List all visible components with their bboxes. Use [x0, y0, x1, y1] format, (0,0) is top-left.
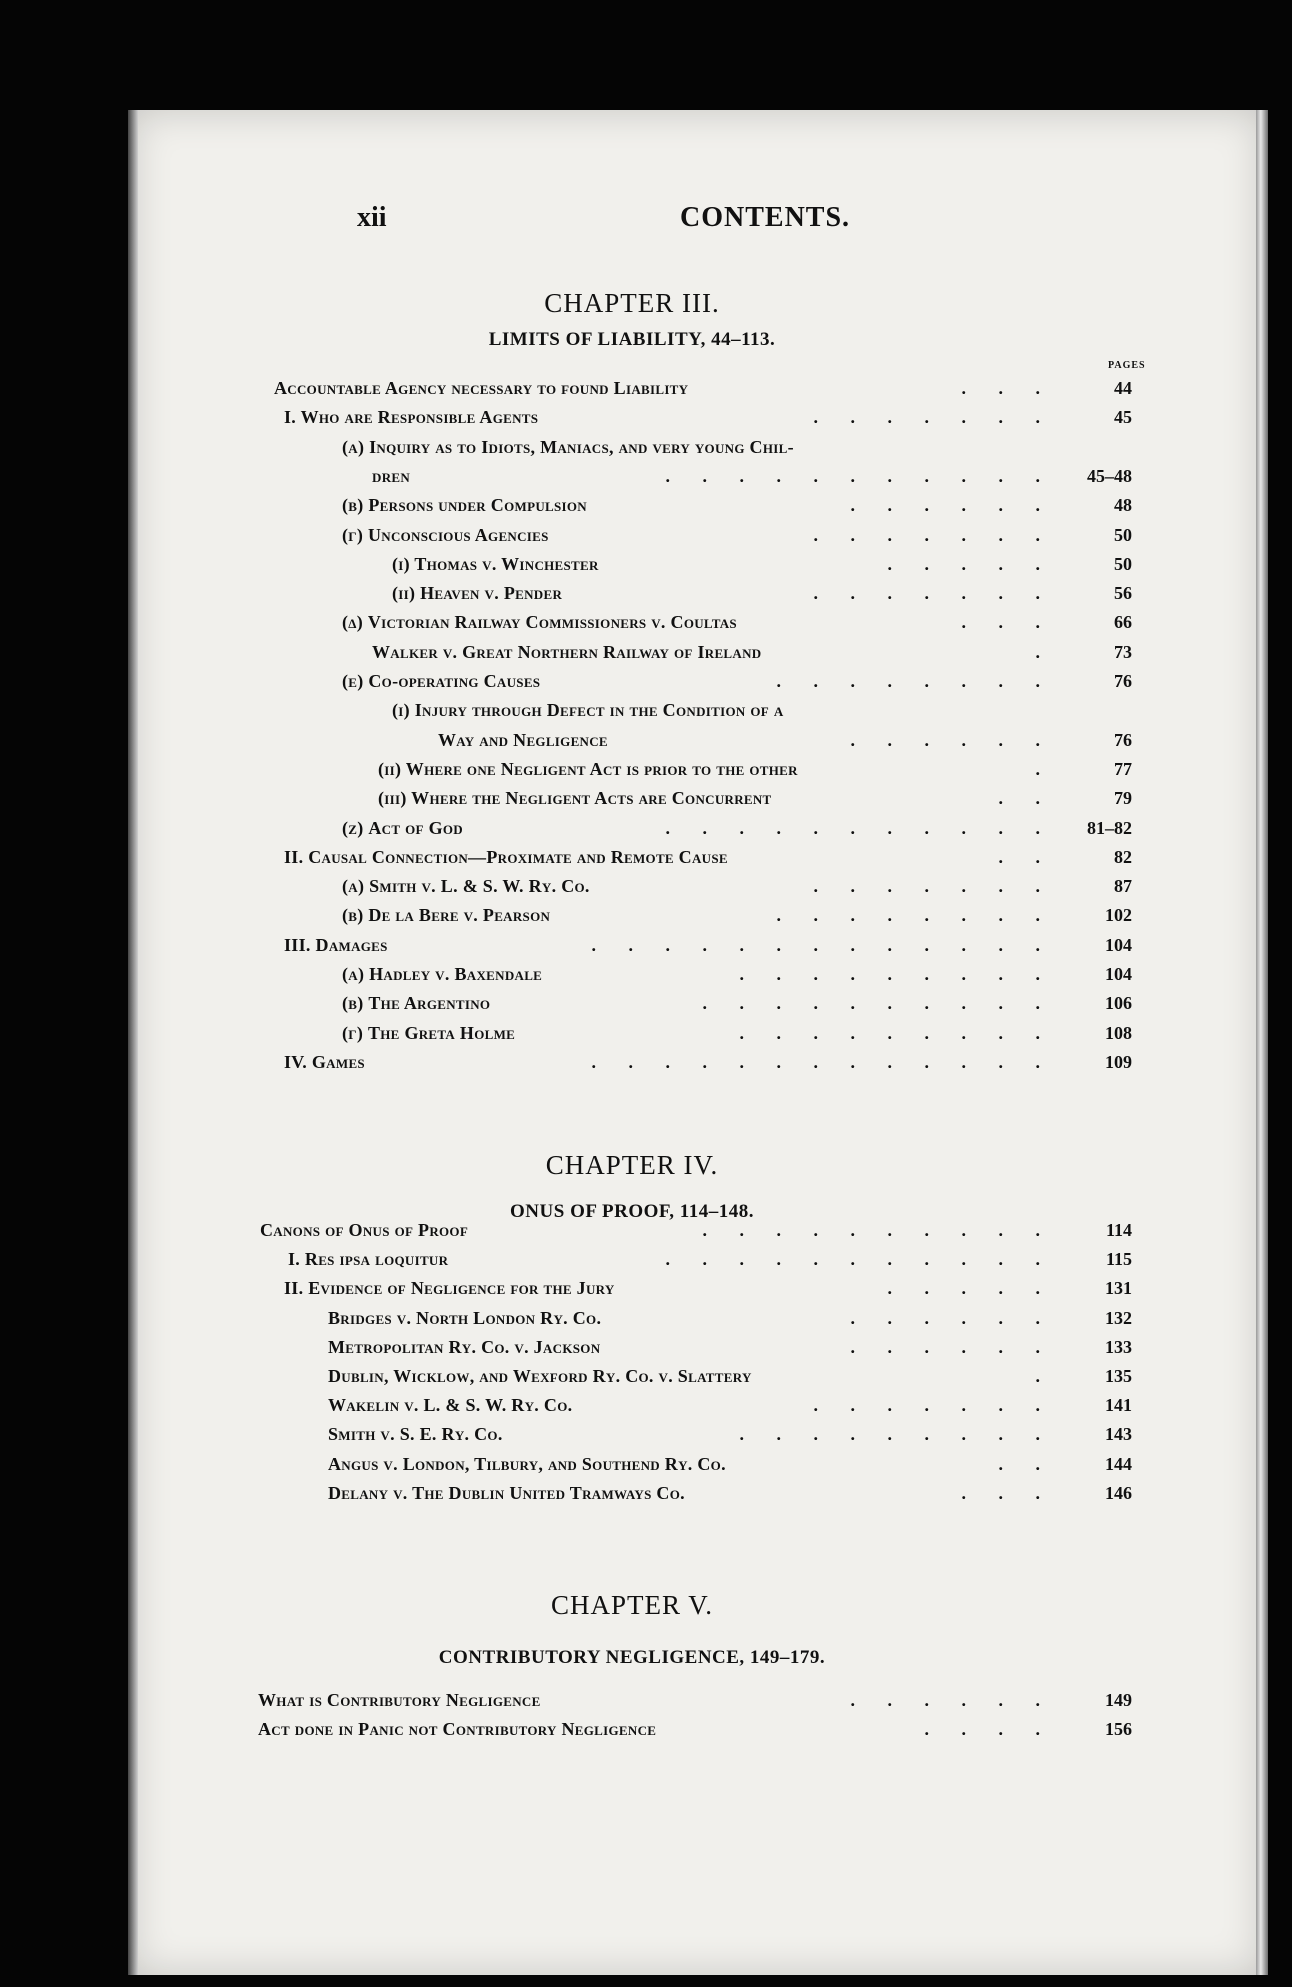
chapter-subtitle: LIMITS OF LIABILITY, 44–113. — [488, 329, 776, 350]
toc-entry-title: (ε) Co-operating Causes — [342, 671, 541, 691]
chapter-title: CHAPTER V. — [550, 1590, 714, 1620]
dot-leader: . . — [998, 1453, 1054, 1474]
dot-leader: . . . — [961, 378, 1054, 398]
toc-entry — [328, 1366, 1082, 1394]
toc-page-number: 48 — [1114, 495, 1132, 516]
dot-leader: . . . . . . . . . . — [702, 993, 1054, 1014]
toc-entry-title: (β) Persons under Compulsion — [342, 495, 587, 516]
toc-entry-title: Accountable Agency necessary to found Liability — [274, 378, 689, 398]
toc-entry — [328, 1308, 1082, 1336]
dot-leader: . . — [998, 788, 1054, 809]
toc-page-number: 50 — [1114, 553, 1132, 574]
toc-entry — [328, 1454, 1082, 1482]
toc-page-number: 143 — [1105, 1424, 1132, 1445]
toc-entry-title: Walker v. Great Northern Railway of Ireland — [372, 641, 762, 662]
toc-entry-title: I. Res ipsa loquitur — [288, 1249, 449, 1270]
dot-leader: . . . . — [924, 1719, 1054, 1740]
toc-entry — [328, 1395, 1082, 1423]
toc-page-number: 115 — [1105, 1249, 1132, 1270]
toc-page-number: 146 — [1105, 1482, 1132, 1503]
toc-entry — [378, 759, 1082, 787]
pages-column-header: PAGES — [1108, 360, 1146, 371]
toc-entry — [342, 437, 1082, 465]
toc-page-number: 87 — [1114, 876, 1132, 897]
toc-entry — [342, 905, 1082, 933]
dot-leader: . . . . . . . . . . . — [665, 465, 1054, 486]
toc-page-number: 45–48 — [1087, 465, 1132, 486]
toc-entry-title: Angus v. London, Tilbury, and Southend Ry. Co. — [328, 1453, 726, 1474]
toc-entry-title: II. Evidence of Negligence for the Jury — [284, 1278, 615, 1299]
toc-page-number: 76 — [1114, 729, 1132, 750]
toc-entry — [342, 993, 1082, 1021]
chapter-5-heading — [132, 1590, 1262, 1669]
toc-entry — [260, 1220, 1082, 1248]
chapter-4-heading — [132, 1150, 1262, 1223]
toc-entry — [328, 1424, 1082, 1452]
toc-page-number: 114 — [1105, 1220, 1132, 1240]
dot-leader: . . . . . . — [850, 729, 1054, 750]
dot-leader: . . . . . . . . . . . — [665, 1249, 1054, 1270]
toc-page-number: 82 — [1114, 846, 1132, 867]
toc-entry-title: (i) Injury through Defect in the Condition of a — [392, 700, 784, 721]
dot-leader: . . . . . . — [850, 1307, 1054, 1328]
toc-entry-title: (a) Smith v. L. & S. W. Ry. Co. — [342, 876, 590, 897]
toc-entry-title: (iii) Where the Negligent Acts are Concurrent — [378, 788, 772, 809]
toc-entry-title: dren — [372, 465, 411, 486]
running-head — [132, 202, 1262, 242]
toc-entry — [284, 1278, 1082, 1306]
dot-leader: . . . . . . . . . . . . . — [591, 934, 1054, 955]
toc-page-number: 104 — [1105, 964, 1132, 984]
toc-entry — [342, 876, 1082, 904]
toc-entry-title: (γ) The Greta Holme — [342, 1022, 516, 1043]
dot-leader: . . . . . — [887, 1278, 1054, 1299]
dot-leader: . . . . . . — [850, 1690, 1054, 1710]
dot-leader: . . — [998, 846, 1054, 867]
dot-leader: . . . . . — [887, 553, 1054, 574]
toc-page-number: 104 — [1105, 934, 1132, 955]
running-title: CONTENTS. — [680, 202, 851, 233]
dot-leader: . . . . . . . . . — [739, 1022, 1054, 1043]
toc-entry-title: III. Damages — [284, 934, 388, 955]
toc-entry — [284, 847, 1082, 875]
toc-entry — [342, 964, 1082, 992]
toc-entry — [258, 1690, 1082, 1718]
toc-page-number: 106 — [1105, 993, 1132, 1014]
toc-entry — [328, 1483, 1082, 1511]
chapter-title: CHAPTER IV. — [545, 1150, 719, 1180]
chapter-subtitle: ONUS OF PROOF, 114–148. — [510, 1201, 754, 1222]
toc-page-number: 132 — [1105, 1307, 1132, 1328]
toc-page-number: 45 — [1114, 407, 1132, 428]
toc-entry — [274, 378, 1082, 406]
toc-page-number: 102 — [1105, 905, 1132, 926]
toc-entry — [342, 1023, 1082, 1051]
toc-entry — [328, 1337, 1082, 1365]
toc-page-number: 133 — [1105, 1336, 1132, 1357]
toc-page-number: 76 — [1114, 671, 1132, 691]
toc-entry — [372, 642, 1082, 670]
toc-page-number: 108 — [1105, 1022, 1132, 1043]
dot-leader: . . . . . . . . . — [739, 1424, 1054, 1445]
toc-entry-title: Wakelin v. L. & S. W. Ry. Co. — [328, 1395, 573, 1416]
toc-entry-title: (a) Inquiry as to Idiots, Maniacs, and very young Chil- — [342, 436, 794, 457]
dot-leader: . . . — [961, 1482, 1054, 1503]
dot-leader: . . . . . . — [850, 1336, 1054, 1357]
toc-page-number: 73 — [1114, 641, 1132, 662]
chapter-title: CHAPTER III. — [544, 288, 720, 318]
toc-entry-title: (ζ) Act of God — [342, 817, 463, 838]
toc-page-number: 144 — [1105, 1453, 1132, 1474]
toc-entry-title: Smith v. S. E. Ry. Co. — [328, 1424, 503, 1445]
toc-entry — [258, 1719, 1082, 1747]
toc-entry — [342, 495, 1082, 523]
toc-page-number: 109 — [1105, 1051, 1132, 1072]
dot-leader: . . . . . . . — [813, 583, 1054, 604]
toc-page-number: 44 — [1114, 378, 1132, 398]
toc-page-number: 77 — [1114, 758, 1132, 779]
page-folio: xii — [357, 202, 387, 233]
toc-entry-title: IV. Games — [284, 1051, 365, 1072]
toc-entry — [284, 407, 1082, 435]
toc-entry-title: I. Who are Responsible Agents — [284, 407, 539, 428]
toc-page-number: 131 — [1105, 1278, 1132, 1299]
toc-page-number: 141 — [1105, 1395, 1132, 1416]
toc-entry — [288, 1249, 1082, 1277]
book-page — [132, 110, 1262, 1975]
toc-page-number: 56 — [1114, 583, 1132, 604]
toc-entry — [284, 1052, 1082, 1080]
toc-entry-title: Canons of Onus of Proof — [260, 1220, 469, 1240]
toc-entry-title: Bridges v. North London Ry. Co. — [328, 1307, 602, 1328]
toc-entry-title: Metropolitan Ry. Co. v. Jackson — [328, 1336, 601, 1357]
toc-page-number: 156 — [1105, 1719, 1132, 1740]
toc-entry — [372, 466, 1082, 494]
dot-leader: . . . . . . . . — [776, 905, 1054, 926]
toc-entry — [392, 583, 1082, 611]
dot-leader: . . . . . . . — [813, 407, 1054, 428]
chapter-subtitle: CONTRIBUTORY NEGLIGENCE, 149–179. — [438, 1647, 826, 1668]
toc-entry-title: (i) Thomas v. Winchester — [392, 553, 599, 574]
toc-page-number: 50 — [1114, 524, 1132, 545]
dot-leader: . . . . . . . . . . . — [665, 817, 1054, 838]
toc-entry-title: (γ) Unconscious Agencies — [342, 524, 549, 545]
toc-entry — [342, 525, 1082, 553]
toc-entry-title: (β) The Argentino — [342, 993, 491, 1014]
dot-leader: . . . . . . . . . — [739, 964, 1054, 984]
toc-entry — [342, 818, 1082, 846]
toc-page-number: 149 — [1105, 1690, 1132, 1710]
toc-entry-title: (ii) Heaven v. Pender — [392, 583, 563, 604]
toc-entry — [392, 700, 1082, 728]
dot-leader: . . . . . . . — [813, 876, 1054, 897]
toc-entry — [284, 935, 1082, 963]
toc-entry-title: (δ) Victorian Railway Commissioners v. Coultas — [342, 612, 737, 633]
toc-page-number: 79 — [1114, 788, 1132, 809]
dot-leader: . . . . . . . . — [776, 671, 1054, 691]
toc-entry-title: Dublin, Wicklow, and Wexford Ry. Co. v. Slattery — [328, 1366, 752, 1386]
page-left-edge — [128, 110, 138, 1975]
dot-leader: . . . . . . . . . . — [702, 1220, 1054, 1240]
toc-entry-title: Delany v. The Dublin United Tramways Co. — [328, 1482, 685, 1503]
toc-entry-title: (a) Hadley v. Baxendale — [342, 964, 543, 984]
toc-entry — [378, 788, 1082, 816]
dot-leader: . . . . . . . . . . . . . — [591, 1051, 1054, 1072]
toc-entry — [392, 554, 1082, 582]
toc-entry-title: What is Contributory Negligence — [258, 1690, 541, 1710]
toc-entry-title: (ii) Where one Negligent Act is prior to the other — [378, 758, 798, 779]
toc-page-number: 135 — [1105, 1366, 1132, 1386]
toc-entry-title: Act done in Panic not Contributory Negligence — [258, 1719, 657, 1740]
toc-page-number: 81–82 — [1087, 817, 1132, 838]
page-right-edge — [1256, 110, 1268, 1975]
toc-entry — [438, 730, 1082, 758]
dot-leader: . . . . . . — [850, 495, 1054, 516]
toc-entry — [342, 612, 1082, 640]
dot-leader: . — [1035, 641, 1054, 662]
dot-leader: . — [1035, 1366, 1054, 1386]
dot-leader: . . . — [961, 612, 1054, 633]
toc-entry-title: II. Causal Connection—Proximate and Remote Cause — [284, 846, 728, 867]
toc-entry-title: (β) De la Bere v. Pearson — [342, 905, 551, 926]
dot-leader: . — [1035, 758, 1054, 779]
toc-entry-title: Way and Negligence — [438, 729, 608, 750]
dot-leader: . . . . . . . — [813, 1395, 1054, 1416]
toc-entry — [342, 671, 1082, 699]
toc-page-number: 66 — [1114, 612, 1132, 633]
dot-leader: . . . . . . . — [813, 524, 1054, 545]
chapter-3-heading — [132, 288, 1262, 351]
